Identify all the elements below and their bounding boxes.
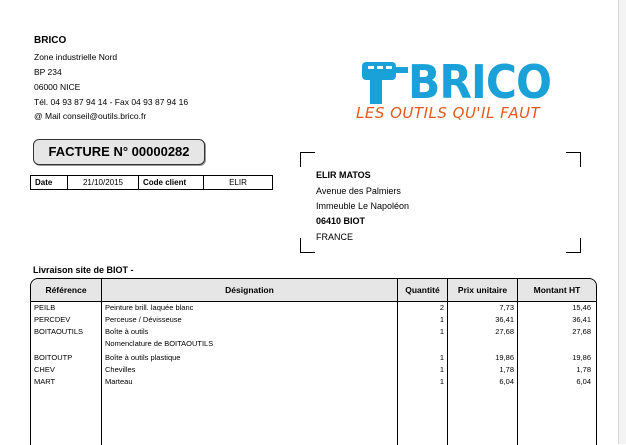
- sender-name: BRICO: [34, 35, 67, 46]
- table-row: [31, 377, 596, 389]
- client-code: ELIR: [204, 176, 273, 190]
- row-designation: Boîte à outils plastique: [105, 353, 181, 362]
- table-row: [31, 315, 596, 327]
- invoice-title: FACTURE N° 00000282: [33, 139, 205, 165]
- row-amount: 19,86: [572, 353, 591, 362]
- row-designation: Marteau: [105, 377, 133, 386]
- sender-mail: @ Mail conseil@outils.brico.fr: [34, 111, 147, 121]
- row-amount: 36,41: [572, 315, 591, 324]
- row-designation: Chevilles: [105, 365, 136, 374]
- table-row: [31, 365, 596, 377]
- row-quantity: 1: [439, 353, 444, 362]
- row-unit-price: 36,41: [495, 315, 514, 324]
- row-amount: 27,68: [572, 327, 591, 336]
- drill-icon: [356, 58, 412, 108]
- recipient-line: Immeuble Le Napoléon: [316, 201, 410, 211]
- row-designation: Nomenclature de BOITAOUTILS: [105, 339, 214, 348]
- row-unit-price: 7,73: [499, 303, 514, 312]
- items-table: [30, 278, 597, 445]
- row-designation: Perceuse / Dévisseuse: [105, 315, 182, 324]
- row-unit-price: 27,68: [495, 327, 514, 336]
- row-unit-price: 6,04: [499, 377, 514, 386]
- row-quantity: 1: [439, 377, 444, 386]
- row-reference: BOITOUTP: [34, 353, 73, 362]
- delivery-site: Livraison site de BIOT -: [33, 265, 134, 275]
- address-frame-corner: [566, 152, 581, 167]
- address-frame-corner: [300, 152, 315, 167]
- header-amount: Montant HT: [518, 279, 596, 301]
- header-designation: Désignation: [102, 279, 397, 301]
- recipient-line: 06410 BIOT: [316, 216, 366, 226]
- table-row: [31, 303, 596, 315]
- row-amount: 15,46: [572, 303, 591, 312]
- recipient-line: Avenue des Palmiers: [316, 186, 401, 196]
- client-code-label: Code client: [139, 176, 204, 190]
- date-label: Date: [31, 176, 68, 190]
- row-amount: 6,04: [576, 377, 591, 386]
- sender-line: Zone industrielle Nord: [34, 52, 118, 62]
- table-row: [31, 327, 596, 339]
- page-edge: [618, 0, 626, 444]
- row-reference: MART: [34, 377, 56, 386]
- invoice-meta-table: [30, 175, 273, 190]
- row-amount: 1,78: [576, 365, 591, 374]
- row-unit-price: 1,78: [499, 365, 514, 374]
- sender-line: BP 234: [34, 67, 62, 77]
- table-row: [31, 339, 596, 351]
- row-reference: PERCDEV: [34, 315, 71, 324]
- header-quantity: Quantité: [398, 279, 447, 301]
- header-divider: [31, 301, 596, 302]
- row-quantity: 1: [439, 327, 444, 336]
- sender-line: 06000 NICE: [34, 82, 81, 92]
- row-quantity: 2: [439, 303, 444, 312]
- header-reference: Référence: [31, 279, 101, 301]
- row-quantity: 1: [439, 315, 444, 324]
- table-row: [31, 353, 596, 365]
- row-designation: Boîte à outils: [105, 327, 149, 336]
- logo-text: BRICO: [408, 55, 552, 109]
- sender-phone: Tél. 04 93 87 94 14 - Fax 04 93 87 94 16: [34, 97, 189, 107]
- row-reference: CHEV: [34, 365, 55, 374]
- address-frame-corner: [300, 238, 315, 253]
- recipient-line: FRANCE: [316, 232, 354, 242]
- header-unit-price: Prix unitaire: [448, 279, 517, 301]
- row-reference: PEILB: [34, 303, 56, 312]
- invoice-date: 21/10/2015: [68, 176, 139, 190]
- address-frame-corner: [566, 238, 581, 253]
- row-designation: Peinture brill. laquée blanc: [105, 303, 194, 312]
- recipient-name: ELIR MATOS: [316, 170, 371, 180]
- logo-tagline: LES OUTILS QU'IL FAUT: [356, 104, 541, 122]
- row-quantity: 1: [439, 365, 444, 374]
- row-unit-price: 19,86: [495, 353, 514, 362]
- row-reference: BOITAOUTILS: [34, 327, 84, 336]
